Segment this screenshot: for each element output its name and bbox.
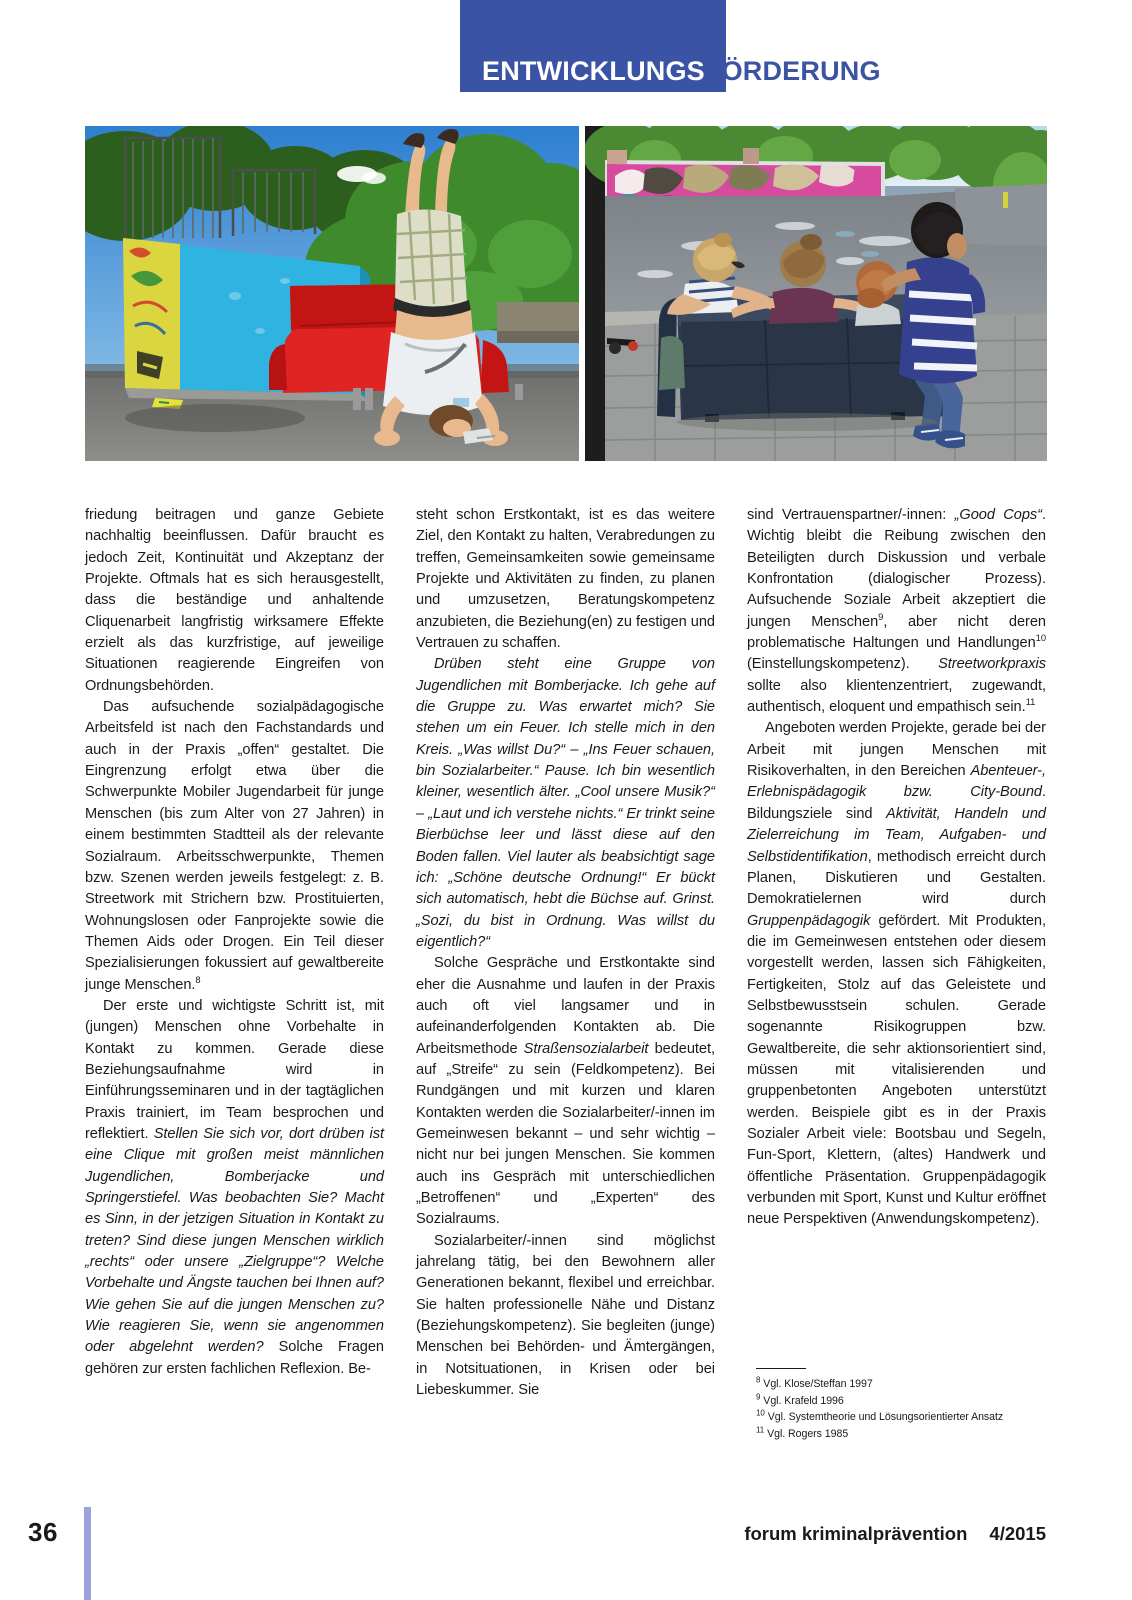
footnote-item bbox=[748, 1426, 1047, 1443]
footnotes-block bbox=[748, 1368, 1047, 1442]
emphasis-text: Stellen Sie sich vor, dort drüben ist eine Clique mit großen meist männlichen Jugendlichen, Bomberjacke und Springerstiefel. Was beobachten Sie? Macht es Sinn, in der jetzigen Situation in Kontakt zu treten? Sind diese jungen Menschen wirklich „rechts“ oder unsere „Zielgruppe“? Welche Vorbehalte und Ängste tauchen bei Ihnen auf? Wie gehen Sie auf die jungen Menschen zu? Wie reagieren Sie, wenn sie angenommen oder abgelehnt werden? bbox=[85, 1125, 384, 1356]
body-text: , aber nicht deren problematische Haltungen und Handlungen bbox=[747, 613, 1046, 652]
paragraph bbox=[85, 697, 384, 996]
emphasis-text: Aktivität, Handeln und Zielerreichung im Team, Aufgaben- und Selbstidentifikation bbox=[747, 805, 1046, 865]
paragraph bbox=[416, 1231, 715, 1402]
footnote-rule bbox=[756, 1368, 806, 1369]
page-header bbox=[0, 0, 1132, 118]
page-footer bbox=[0, 1505, 1132, 1600]
emphasis-text: Gruppenpädagogik bbox=[747, 912, 871, 929]
emphasis-text: Drüben steht eine Gruppe von Jugendlichen mit Bomberjacke. Ich gehe auf die Gruppe zu. Was erwartet mich? Sie stehen um ein Feuer. Ich stelle mich in den Kreis. „Was willst Du?“ – „Ins Feuer schauen, bin Sozialarbeiter.“ Pause. Ich bin wesentlich kleiner, wesentlich älter. „Cool unsere Musik?“ – „Laut und ich verstehe nichts.“ Er trinkt seine Bierbüchse leer und lässt diese auf den Boden fallen. Viel lauter als beabsichtigt sage ich: „Schöne deutsche Ordnung!“ Er bückt sich automatisch, hebt die Büchse auf. Grinst. „Sozi, du bist in Ordnung. Was willst du eigentlich?“ bbox=[416, 656, 715, 950]
footnote-item bbox=[748, 1393, 1047, 1410]
text-column-3 bbox=[747, 505, 1046, 1505]
emphasis-text: Straßensozialarbeit bbox=[523, 1040, 649, 1057]
footnote-marker: 9 bbox=[878, 610, 884, 622]
group-on-couch-photo bbox=[585, 126, 1047, 461]
footnote-text: Vgl. Krafeld 1996 bbox=[760, 1394, 844, 1407]
text-column-1 bbox=[85, 505, 384, 1505]
body-text: Das aufsuchende sozialpädagogische Arbeitsfeld ist nach den Fachstandards und auch in der Praxis „offen“ gestaltet. Die Eingrenzung erfolgt etwa über die Schwerpunkte Mobiler Jugendarbeit für junge Menschen (bis zum Alter von 27 Jahren) in einem bestimmten Stadtteil als der relevante Sozialraum. Arbeitsschwerpunkte, Themen bzw. Szenen werden jeweils festgelegt: z. B. Streetwork mit Strichern bzw. Prostituierten, Wohnungslosen oder Fanprojekte sowie die Themen Aids oder Drogen. Ein Teil dieser Spezialisierungen fokussiert auf gewaltbereite junge Menschen. bbox=[85, 699, 384, 993]
footnote-item bbox=[748, 1409, 1047, 1426]
page-title-part-2: FÖRDERUNG bbox=[704, 56, 881, 86]
paragraph bbox=[747, 505, 1046, 718]
footnote-item bbox=[748, 1376, 1047, 1393]
paragraph bbox=[747, 718, 1046, 1230]
footnote-marker: 8 bbox=[195, 973, 201, 985]
body-text: Solche Fragen gehören zur ersten fachlichen Reflexion. Be- bbox=[85, 1339, 384, 1377]
body-text: Der erste und wichtigste Schritt ist, mit (jungen) Menschen ohne Vorbehalte in Kontakt zu kommen. Gerade diese Beziehungsaufnahme wird in Einführungsseminaren und in der tagtäglichen Praxis trainiert, im Team besprochen und reflektiert. bbox=[85, 997, 384, 1142]
body-text: . Wichtig bleibt die Reibung zwischen den Beteiligten durch Diskussion und verbale Konfrontation (dialogischer Prozess). Aufsuchende Soziale Arbeit akzeptiert die jungen Menschen bbox=[747, 507, 1046, 630]
body-text: friedung beitragen und ganze Gebiete nachhaltig beeinflussen. Dafür braucht es jedoch Zeit, Kontinuität und Akzeptanz der Projekte. Oftmals hat es sich herausgestellt, dass die beständige und anhaltende Cliquenarbeit langfristig wirksamere Effekte erzielt als das kurzfristige, auf jeweilige Situationen reagierende Eingreifen von Ordnungsbehörden. bbox=[85, 507, 384, 694]
footnote-text: Vgl. Rogers 1985 bbox=[764, 1427, 849, 1440]
body-text: bedeutet, auf „Streife“ zu sein (Feldkompetenz). Bei Rundgängen und mit kurzen und klaren Kontakten werden die Sozialarbeiter/-innen im Gemeinwesen bekannt – und sehr wichtig – nicht nur bei jungen Menschen. Sie kommen auch ins Gespräch mit unterschiedlichen „Betroffenen“ und „Experten“ des Sozialraums. bbox=[416, 1040, 715, 1228]
paragraph bbox=[416, 505, 715, 654]
footer-publication-line bbox=[744, 1523, 1046, 1545]
text-column-2 bbox=[416, 505, 715, 1505]
emphasis-text: Streetworkpraxis bbox=[938, 656, 1046, 673]
emphasis-text: „Good Cops“ bbox=[954, 507, 1042, 523]
body-text: Angeboten werden Projekte, gerade bei der Arbeit mit jungen Menschen mit Risikoverhalten, in den Bereichen bbox=[747, 720, 1046, 780]
footnote-number: 9 bbox=[756, 1391, 761, 1401]
body-text: , methodisch erreicht durch Planen, Diskutieren und Gestalten. Demokratielernen wird durch bbox=[747, 848, 1046, 908]
paragraph bbox=[416, 654, 715, 953]
skatepark-headstand-photo bbox=[85, 126, 579, 461]
footnote-number: 8 bbox=[756, 1375, 761, 1385]
footnote-list bbox=[748, 1376, 1047, 1442]
footnote-number: 10 bbox=[756, 1408, 765, 1418]
group-on-couch-illustration bbox=[585, 126, 1047, 461]
body-text: gefördert. Mit Produkten, die im Gemeinwesen entstehen oder diesem vorgestellt werden, lassen sich Fähigkeiten, Fertigkeiten, Stolz auf das Geleistete und Selbstbewusstsein schulen. Gerade sogenannte Risikogruppen bzw. Gewaltbereite, die sehr aktionsorientiert sind, müssen mit vitalisierenden und gruppenbetonten Angeboten unterstützt werden. Beispiele gibt es in der Praxis Sozialer Arbeit viele: Bootsbau und Segeln, Fun-Sport, Klettern, (altes) Handwerk und öffentliche Präsentation. Gruppenpädagogik verbunden mit Sport, Kunst und Kultur eröffnet neue Perspektiven (Anwendungskompetenz). bbox=[747, 912, 1046, 1228]
body-text: sollte also klientenzentriert, zugewandt, authentisch, eloquent und empathisch sein. bbox=[747, 677, 1046, 716]
publication-name: forum kriminalprävention bbox=[744, 1523, 968, 1544]
footnote-text: Vgl. Klose/Steffan 1997 bbox=[760, 1378, 873, 1390]
footnote-marker: 10 bbox=[1035, 632, 1046, 644]
issue-number: 4/2015 bbox=[989, 1523, 1046, 1544]
paragraph bbox=[85, 505, 384, 697]
footer-accent-bar bbox=[84, 1507, 91, 1600]
paragraph bbox=[85, 996, 384, 1380]
body-text: Solche Gespräche und Erstkontakte sind eher die Ausnahme und laufen in der Praxis auch oft viel langsamer und in aufeinanderfolgenden Kontakten ab. Die Arbeitsmethode bbox=[416, 955, 715, 1057]
article-body bbox=[85, 505, 1047, 1505]
body-text: . Bildungsziele sind bbox=[747, 784, 1046, 822]
footnote-number: 11 bbox=[756, 1424, 765, 1434]
body-text: Sozialarbeiter/-innen sind möglichst jahrelang tätig, bei den Bewohnern aller Generationen bekannt, flexibel und erreichbar. Sie halten professionelle Nähe und Distanz (Beziehungskompetenz). Sie begleiten (junge) Menschen bei Behörden- und Ämtergängen, in Notsituationen, in Krisen oder bei Liebeskummer. Sie bbox=[416, 1232, 715, 1399]
footnote-text: Vgl. Systemtheorie und Lösungsorientierter Ansatz bbox=[764, 1411, 1004, 1423]
page-title-part-1: ENTWICKLUNGS bbox=[482, 56, 705, 86]
page-number: 36 bbox=[28, 1517, 58, 1547]
paragraph bbox=[416, 953, 715, 1230]
emphasis-text: Abenteuer-, Erlebnispädagogik bzw. City-Bound bbox=[747, 763, 1046, 801]
footnote-marker: 11 bbox=[1025, 696, 1036, 708]
skatepark-headstand-illustration bbox=[85, 126, 579, 461]
body-text: steht schon Erstkontakt, ist es das weitere Ziel, den Kontakt zu halten, Verabredungen zu treffen, Gemeinsamkeiten sowie gemeinsame Projekte und Aktivitäten zu finden, zu planen und umzusetzen, Beratungskompetenz anzubieten, die Beziehung(en) zu festigen und Vertrauen zu schaffen. bbox=[416, 507, 715, 652]
body-text: (Einstellungskompetenz). bbox=[747, 656, 939, 673]
photo-row bbox=[85, 126, 1047, 461]
page-title bbox=[482, 58, 881, 85]
body-text: sind Vertrauenspartner/-innen: bbox=[747, 507, 955, 523]
